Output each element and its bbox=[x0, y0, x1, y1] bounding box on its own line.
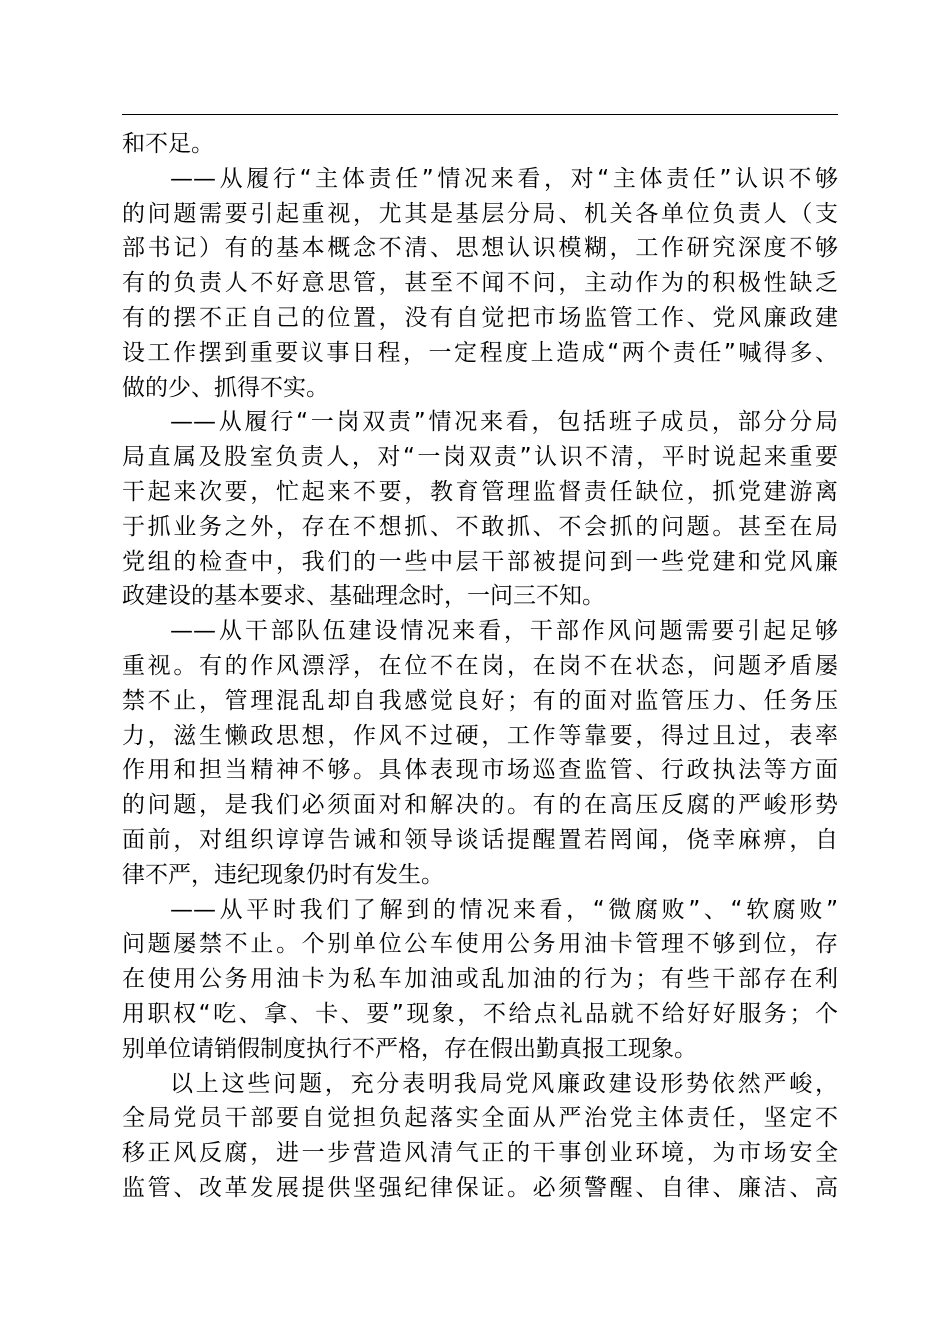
text-line: 作用和担当精神不够。具体表现市场巡查监管、行政执法等方面 bbox=[122, 757, 838, 784]
text-line: 力，滋生懒政思想，作风不过硬，工作等靠要，得过且过，表率 bbox=[122, 722, 838, 749]
text-line: 用职权“吃、拿、卡、要”现象，不给点礼品就不给好好服务；个 bbox=[122, 1000, 838, 1027]
text-line: 全局党员干部要自觉担负起落实全面从严治党主体责任，坚定不 bbox=[122, 1105, 838, 1132]
text-line: 律不严，违纪现象仍时有发生。 bbox=[122, 861, 444, 888]
text-line: 禁不止，管理混乱却自我感觉良好；有的面对监管压力、任务压 bbox=[122, 687, 838, 714]
text-line: 的问题需要引起重视，尤其是基层分局、机关各单位负责人（支 bbox=[122, 200, 838, 227]
text-line: 移正风反腐，进一步营造风清气正的干事创业环境，为市场安全 bbox=[122, 1140, 838, 1167]
text-line: 有的摆不正自己的位置，没有自觉把市场监管工作、党风廉政建 bbox=[122, 304, 838, 331]
text-line: 和不足。 bbox=[122, 131, 214, 157]
text-line: ——从干部队伍建设情况来看，干部作风问题需要引起足够 bbox=[170, 618, 838, 645]
header-rule bbox=[122, 114, 838, 115]
text-line: 监管、改革发展提供坚强纪律保证。必须警醒、自律、廉洁、高 bbox=[122, 1174, 838, 1201]
text-line: 设工作摆到重要议事日程，一定程度上造成“两个责任”喊得多、 bbox=[122, 339, 838, 366]
text-line: 别单位请销假制度执行不严格，存在假出勤真报工现象。 bbox=[122, 1035, 697, 1062]
text-line: ——从履行“主体责任”情况来看，对“主体责任”认识不够 bbox=[170, 165, 838, 192]
text-line: 问题屡禁不止。个别单位公车使用公务用油卡管理不够到位，存 bbox=[122, 931, 838, 958]
text-line: 于抓业务之外，存在不想抓、不敢抓、不会抓的问题。甚至在局 bbox=[122, 513, 838, 540]
text-line: 面前，对组织谆谆告诫和领导谈话提醒置若罔闻，侥幸麻痹，自 bbox=[122, 826, 838, 853]
text-line: ——从履行“一岗双责”情况来看，包括班子成员，部分分局 bbox=[170, 409, 838, 436]
text-line: 以上这些问题，充分表明我局党风廉政建设形势依然严峻， bbox=[170, 1070, 838, 1097]
text-line: 做的少、抓得不实。 bbox=[122, 374, 329, 401]
text-line: 在使用公务用油卡为私车加油或乱加油的行为；有些干部存在利 bbox=[122, 966, 838, 993]
text-line: 党组的检查中，我们的一些中层干部被提问到一些党建和党风廉 bbox=[122, 548, 838, 575]
text-line: 重视。有的作风漂浮，在位不在岗，在岗不在状态，问题矛盾屡 bbox=[122, 652, 838, 679]
text-line: 政建设的基本要求、基础理念时，一问三不知。 bbox=[122, 583, 605, 610]
text-line: 有的负责人不好意思管，甚至不闻不问，主动作为的积极性缺乏 bbox=[122, 270, 838, 297]
text-line: 干起来次要，忙起来不要，教育管理监督责任缺位，抓党建游离 bbox=[122, 478, 838, 505]
text-line: 部书记）有的基本概念不清、思想认识模糊，工作研究深度不够 bbox=[122, 235, 838, 262]
text-line: ——从平时我们了解到的情况来看，“微腐败”、“软腐败” bbox=[170, 896, 838, 923]
text-line: 局直属及股室负责人，对“一岗双责”认识不清，平时说起来重要 bbox=[122, 444, 838, 471]
body-text bbox=[122, 127, 838, 1206]
text-line: 的问题，是我们必须面对和解决的。有的在高压反腐的严峻形势 bbox=[122, 792, 838, 819]
